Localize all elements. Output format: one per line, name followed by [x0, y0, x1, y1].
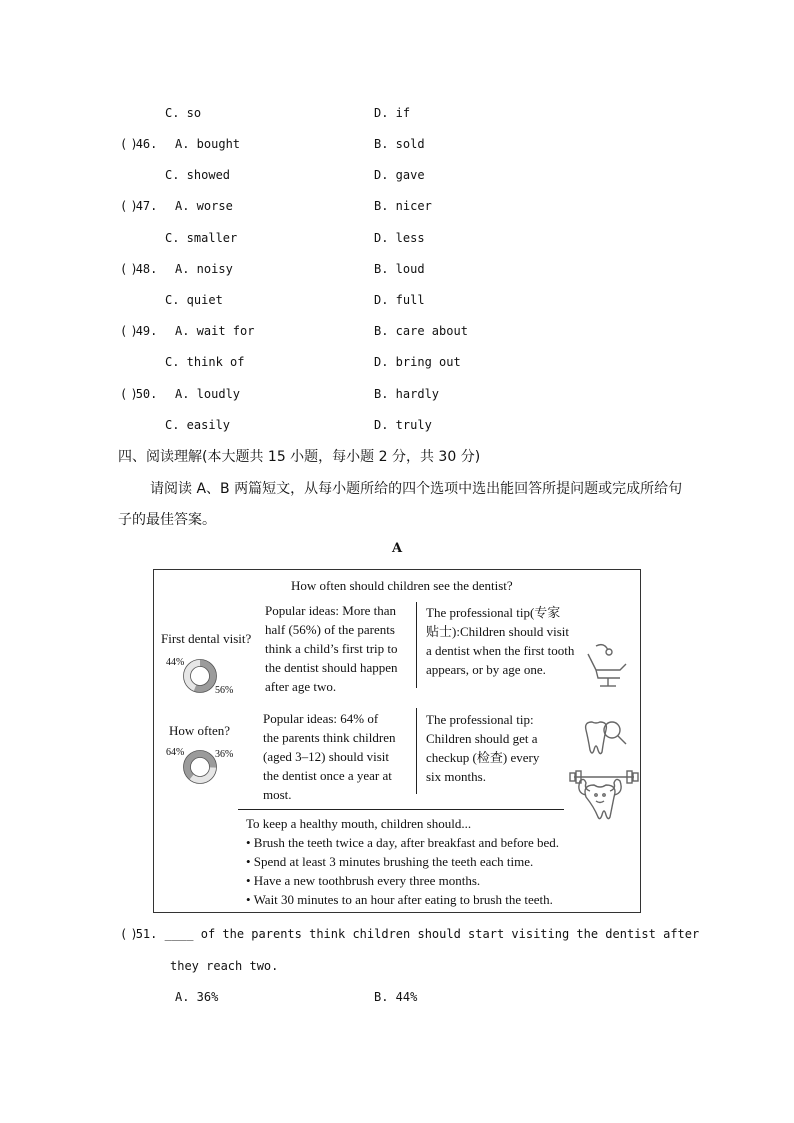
question-51-stem-line1: ____ of the parents think children should start visiting the dentist after	[164, 927, 700, 941]
how-often-donut-chart	[183, 750, 217, 784]
question-48-number: ( )48.	[120, 262, 158, 276]
list-item: • Wait 30 minutes to an hour after eating to brush the teeth.	[246, 892, 553, 907]
question-46-option-d: D. gave	[374, 168, 425, 182]
list-item: • Have a new toothbrush every three months.	[246, 873, 481, 888]
passage-label: A	[392, 541, 403, 556]
popular-line: (aged 3–12) should visit	[263, 749, 390, 764]
popular-line: Popular ideas: More than	[265, 603, 397, 618]
popular-line: after age two.	[265, 679, 337, 694]
question-50-option-d: D. truly	[374, 418, 432, 432]
question-50-option-c: C. easily	[165, 418, 231, 432]
question-46-option-c: C. showed	[165, 168, 231, 182]
popular-line: the dentist should happen	[265, 660, 398, 675]
option-c: C. so	[165, 106, 202, 120]
answer-paren[interactable]: ( )	[120, 199, 136, 213]
question-51-stem-line2: they reach two.	[170, 959, 279, 973]
question-48-option-c: C. quiet	[165, 293, 223, 307]
popular-line: the parents think children	[263, 730, 396, 745]
question-48-option-d: D. full	[374, 293, 425, 307]
list-item: • Spend at least 3 minutes brushing the teeth each time.	[246, 854, 534, 869]
popular-line: half (56%) of the parents	[265, 622, 395, 637]
list-divider	[238, 809, 564, 810]
tip-line: checkup (检查) every	[426, 750, 540, 765]
tip-line: six months.	[426, 769, 486, 784]
list-title: To keep a healthy mouth, children should...	[246, 816, 472, 831]
first-visit-donut-chart	[183, 659, 217, 693]
question-49-option-a: A. wait for	[175, 324, 255, 338]
question-51-option-b: B. 44%	[374, 990, 418, 1004]
divider-line	[416, 708, 417, 794]
question-50-option-a: A. loudly	[175, 387, 241, 401]
how-often-label: How often?	[169, 723, 231, 738]
option-d: D. if	[374, 106, 411, 120]
dental-chair-icon	[586, 640, 634, 690]
question-46-option-b: B. sold	[374, 137, 425, 151]
strong-tooth-icon	[566, 767, 642, 823]
question-50-option-b: B. hardly	[374, 387, 440, 401]
question-49-option-d: D. bring out	[374, 355, 461, 369]
infographic	[153, 569, 641, 913]
question-46-number: ( )46.	[120, 137, 158, 151]
first-visit-pct-a: 44%	[166, 657, 185, 668]
question-51-option-a: A. 36%	[175, 990, 219, 1004]
tip-line: The professional tip(专家	[426, 605, 561, 620]
section-instruction-line2: 子的最佳答案。	[118, 512, 216, 528]
first-visit-label: First dental visit?	[161, 631, 252, 646]
option-row	[165, 106, 201, 120]
question-48-option-b: B. loud	[374, 262, 425, 276]
question-48-option-a: A. noisy	[175, 262, 233, 276]
answer-paren[interactable]: ( )	[120, 927, 136, 941]
section-heading: 四、阅读理解(本大题共 15 小题，每小题 2 分，共 30 分)	[118, 449, 481, 465]
tip-line: The professional tip:	[426, 712, 534, 727]
popular-line: the dentist once a year at	[263, 768, 392, 783]
how-often-pct-a: 64%	[166, 747, 185, 758]
popular-line: most.	[263, 787, 292, 802]
list-item: • Brush the teeth twice a day, after breakfast and before bed.	[246, 835, 560, 850]
question-51	[120, 927, 699, 941]
question-47-option-d: D. less	[374, 231, 425, 245]
question-47-option-c: C. smaller	[165, 231, 238, 245]
question-49-option-c: C. think of	[165, 355, 245, 369]
answer-paren[interactable]: ( )	[120, 262, 136, 276]
option-row	[374, 106, 410, 120]
section-instruction-line1: 请阅读 A、B 两篇短文，从每小题所给的四个选项中选出能回答所提问题或完成所给句	[150, 481, 683, 497]
question-49-option-b: B. care about	[374, 324, 468, 338]
question-47-option-a: A. worse	[175, 199, 233, 213]
answer-paren[interactable]: ( )	[120, 387, 136, 401]
tooth-magnifier-icon	[580, 716, 630, 760]
divider-line	[416, 602, 417, 688]
how-often-pct-b: 36%	[215, 749, 234, 760]
question-46-option-a: A. bought	[175, 137, 241, 151]
tip-line: Children should get a	[426, 731, 538, 746]
question-47-option-b: B. nicer	[374, 199, 432, 213]
question-50-number: ( )50.	[120, 387, 158, 401]
answer-paren[interactable]: ( )	[120, 137, 136, 151]
answer-paren[interactable]: ( )	[120, 324, 136, 338]
popular-line: Popular ideas: 64% of	[263, 711, 379, 726]
question-49-number: ( )49.	[120, 324, 158, 338]
popular-line: think a child’s first trip to	[265, 641, 398, 656]
question-47-number: ( )47.	[120, 199, 158, 213]
infographic-title: How often should children see the dentist?	[291, 578, 513, 593]
question-51-number: 51.	[135, 927, 158, 941]
tip-line: 贴士):Children should visit	[426, 624, 570, 639]
first-visit-pct-b: 56%	[215, 685, 234, 696]
tip-line: appears, or by age one.	[426, 662, 546, 677]
tip-line: a dentist when the first tooth	[426, 643, 575, 658]
